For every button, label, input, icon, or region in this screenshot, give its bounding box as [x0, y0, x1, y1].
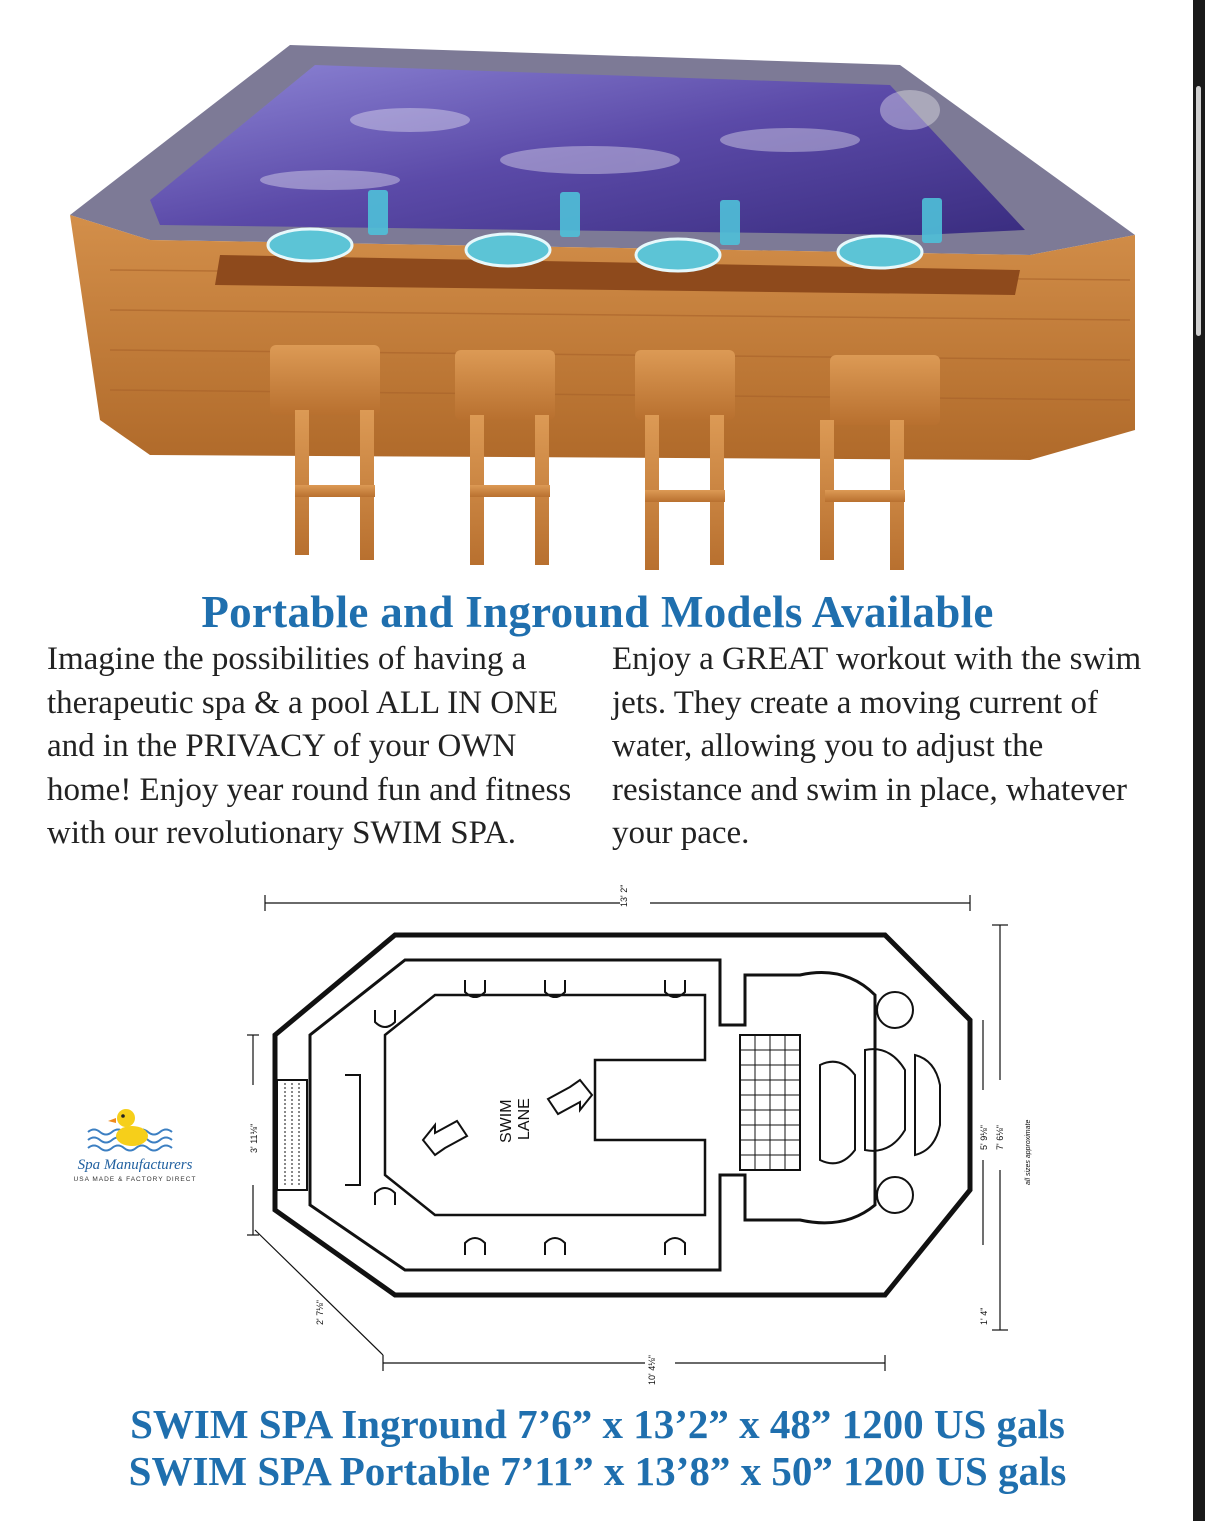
scrollbar-thumb[interactable]: [1196, 86, 1201, 336]
description-left: Imagine the possibilities of having a therapeutic spa & a pool ALL IN ONE and in the PRIVACY of your OWN home! Enjoy year round fun and fitness with our revolutionary SWIM SPA.: [47, 641, 572, 852]
dim-width-left: 3' 11⅛": [249, 1123, 259, 1153]
dim-width-inner: 5' 9⅛": [979, 1125, 989, 1150]
floor-plan-diagram: [235, 885, 1055, 1400]
description-right: Enjoy a GREAT workout with the swim jets. They create a moving current of water, allowing you to adjust the resistance and swim in place, whatever your pace.: [612, 641, 1142, 852]
swim-lane-label-1: SWIM: [498, 1099, 515, 1143]
scrollbar[interactable]: [1193, 0, 1205, 1521]
spa-manufacturers-logo: [60, 1100, 210, 1195]
dim-width-outer: 7' 6⅛": [995, 1125, 1005, 1150]
duck-icon: [60, 1100, 210, 1160]
dim-corner-right: 1' 4": [979, 1307, 989, 1325]
dim-length-bottom: 10' 4⅛": [647, 1355, 657, 1385]
dim-length-top: 13' 2": [619, 885, 629, 907]
swim-spa-photo: [30, 30, 1160, 590]
spec-portable: SWIM SPA Portable 7’11” x 13’8” x 50” 1200 US gals: [128, 1448, 1067, 1494]
sizes-note: all sizes approximate: [1025, 1119, 1032, 1185]
logo-tagline: USA MADE & FACTORY DIRECT: [73, 1176, 197, 1183]
swim-lane-label-2: LANE: [516, 1098, 533, 1140]
headline: Portable and Inground Models Available: [201, 587, 994, 637]
dim-corner-left: 2' 7⅛": [315, 1300, 325, 1325]
spec-inground: SWIM SPA Inground 7’6” x 13’2” x 48” 1200 US gals: [130, 1401, 1065, 1447]
logo-name: Spa Manufacturers: [77, 1157, 193, 1173]
